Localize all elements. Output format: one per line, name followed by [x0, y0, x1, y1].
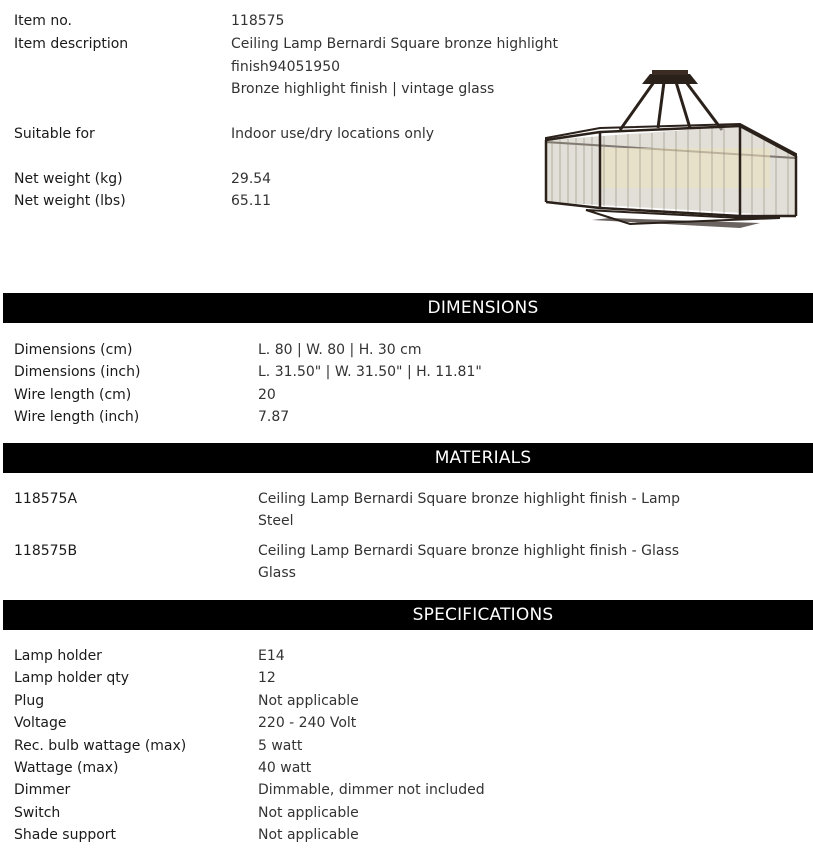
item-no-value: 118575 — [231, 13, 285, 29]
item-description-label: Item description — [14, 36, 129, 52]
spec-label: Lamp holder — [14, 648, 102, 664]
suitable-for-label: Suitable for — [14, 126, 95, 142]
net-weight-kg-label: Net weight (kg) — [14, 171, 123, 187]
dimension-label: Wire length (inch) — [14, 409, 140, 425]
material-code: 118575A — [14, 491, 78, 507]
dimension-label: Wire length (cm) — [14, 387, 132, 403]
spec-value: Dimmable, dimmer not included — [258, 782, 485, 798]
spec-label: Voltage — [14, 715, 67, 731]
item-no-label: Item no. — [14, 13, 72, 29]
specifications-header — [3, 600, 813, 630]
net-weight-lbs-value: 65.11 — [231, 193, 272, 209]
spec-label: Wattage (max) — [14, 760, 119, 776]
item-description-line-3: Bronze highlight finish | vintage glass — [231, 81, 495, 97]
materials-header — [3, 443, 813, 473]
material-type: Glass — [258, 565, 296, 581]
dimensions-title: DIMENSIONS — [427, 298, 539, 318]
spec-label: Shade support — [14, 827, 117, 843]
material-code: 118575B — [14, 543, 78, 559]
spec-label: Rec. bulb wattage (max) — [14, 738, 187, 754]
spec-value: Not applicable — [258, 827, 359, 843]
ceiling-lamp-image — [540, 68, 802, 230]
spec-value: 12 — [258, 670, 276, 686]
spec-label: Dimmer — [14, 782, 71, 798]
net-weight-kg-value: 29.54 — [231, 171, 272, 187]
materials-title: MATERIALS — [434, 448, 532, 468]
dimension-label: Dimensions (inch) — [14, 364, 141, 380]
item-description-line-2: finish94051950 — [231, 59, 341, 75]
dimension-value: 20 — [258, 387, 276, 403]
spec-label: Switch — [14, 805, 61, 821]
material-type: Steel — [258, 513, 294, 529]
material-description: Ceiling Lamp Bernardi Square bronze highlight finish - Lamp — [258, 491, 681, 507]
spec-value: 220 - 240 Volt — [258, 715, 357, 731]
spec-value: Not applicable — [258, 693, 359, 709]
dimension-label: Dimensions (cm) — [14, 342, 133, 358]
spec-value: E14 — [258, 648, 285, 664]
material-description: Ceiling Lamp Bernardi Square bronze highlight finish - Glass — [258, 543, 680, 559]
spec-value: 40 watt — [258, 760, 312, 776]
suitable-for-value: Indoor use/dry locations only — [231, 126, 435, 142]
item-description-line-1: Ceiling Lamp Bernardi Square bronze highlight — [231, 36, 559, 52]
specifications-title: SPECIFICATIONS — [412, 605, 554, 625]
product-info-section — [0, 0, 813, 290]
spec-label: Plug — [14, 693, 45, 709]
spec-label: Lamp holder qty — [14, 670, 130, 686]
spec-value: Not applicable — [258, 805, 359, 821]
dimension-value: L. 80 | W. 80 | H. 30 cm — [258, 342, 422, 358]
net-weight-lbs-label: Net weight (lbs) — [14, 193, 126, 209]
spec-value: 5 watt — [258, 738, 303, 754]
dimensions-header — [3, 293, 813, 323]
dimension-value: L. 31.50" | W. 31.50" | H. 11.81" — [258, 364, 482, 380]
dimension-value: 7.87 — [258, 409, 290, 425]
